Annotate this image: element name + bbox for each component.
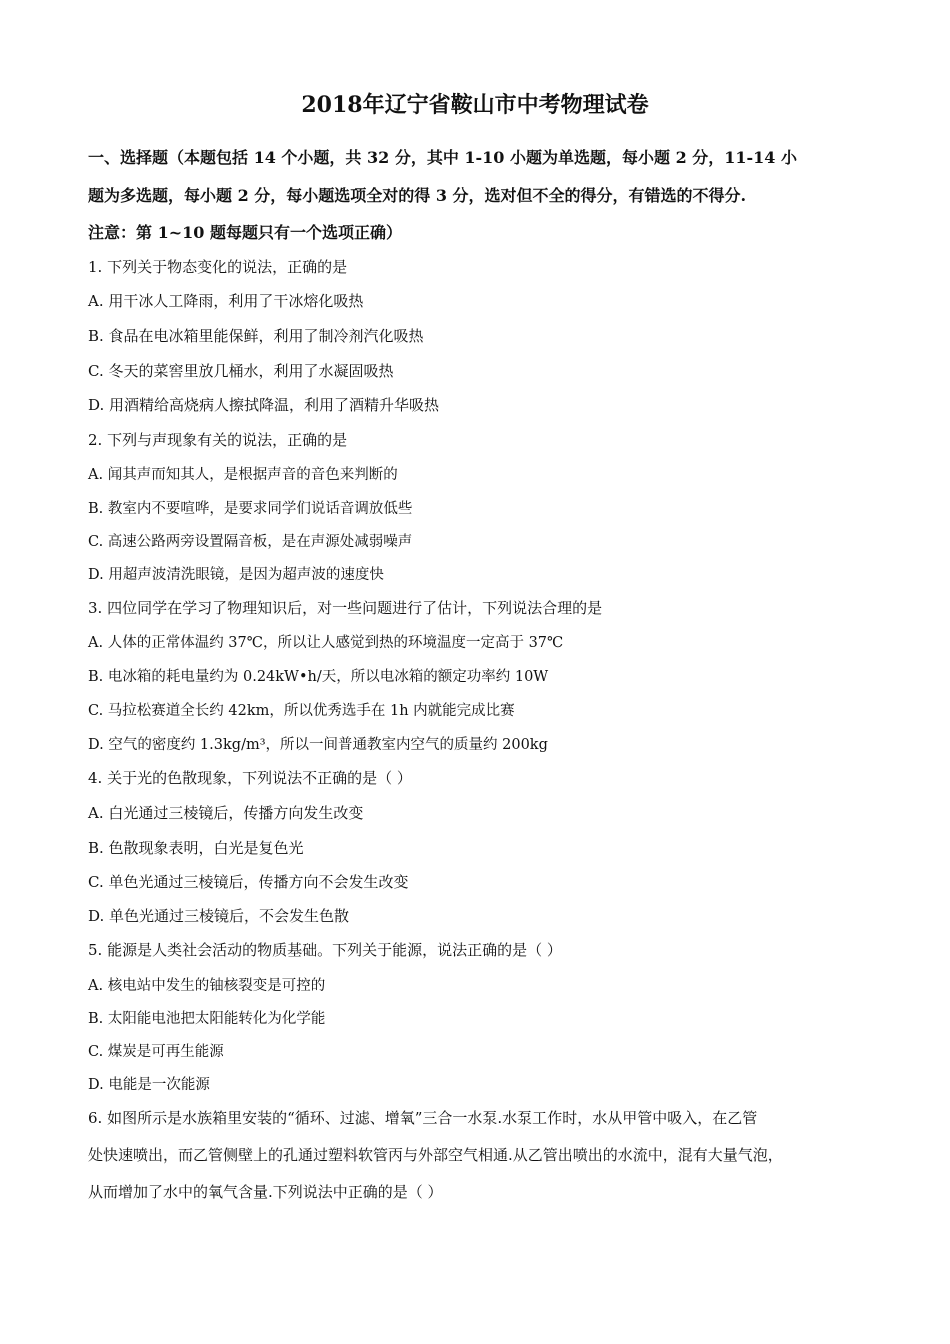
question-2-option-b: B. 教室内不要喧哗，是要求同学们说话音调放低些 [88, 501, 413, 517]
page-title: 2018年辽宁省鞍山市中考物理试卷 [301, 92, 649, 118]
question-5-option-a: A. 核电站中发生的铀核裂变是可控的 [88, 978, 326, 994]
question-4-option-a: A. 白光通过三棱镜后，传播方向发生改变 [88, 804, 364, 822]
question-3-option-b: B. 电冰箱的耗电量约为 0.24kW•h/天，所以电冰箱的额定功率约 10W [88, 669, 549, 685]
question-1-option-b: B. 食品在电冰箱里能保鲜，利用了制冷剂汽化吸热 [88, 327, 424, 345]
question-1-option-a: A. 用干冰人工降雨，利用了干冰熔化吸热 [88, 292, 364, 310]
question-6-stem-line-3: 从而增加了水中的氧气含量.下列说法中正确的是（ ） [88, 1183, 443, 1201]
question-1-option-c: C. 冬天的菜窖里放几桶水，利用了水凝固吸热 [88, 362, 394, 380]
question-1-option-d: D. 用酒精给高烧病人擦拭降温，利用了酒精升华吸热 [88, 396, 440, 414]
question-4-option-b: B. 色散现象表明，白光是复色光 [88, 839, 304, 857]
question-5-option-c: C. 煤炭是可再生能源 [88, 1044, 224, 1060]
question-5-stem: 5. 能源是人类社会活动的物质基础。下列关于能源，说法正确的是（ ） [88, 941, 562, 959]
question-5-option-d: D. 电能是一次能源 [88, 1077, 210, 1093]
question-4-stem: 4. 关于光的色散现象，下列说法不正确的是（ ） [88, 769, 412, 787]
question-6-stem-line-2: 处快速喷出，而乙管侧壁上的孔通过塑料软管丙与外部空气相通.从乙管出喷出的水流中，混有大量气泡， [88, 1146, 783, 1164]
question-3-option-d: D. 空气的密度约 1.3kg/m³，所以一间普通教室内空气的质量约 200kg [88, 737, 548, 753]
section-instructions-line-3: 注意：第 1~10 题每题只有一个选项正确） [88, 223, 402, 242]
question-2-stem: 2. 下列与声现象有关的说法，正确的是 [88, 431, 348, 449]
question-6-stem-line-1: 6. 如图所示是水族箱里安装的“循环、过滤、增氧”三合一水泵.水泵工作时，水从甲管中吸入，在乙管 [88, 1109, 758, 1127]
question-2-option-d: D. 用超声波清洗眼镜，是因为超声波的速度快 [88, 567, 384, 583]
question-3-option-a: A. 人体的正常体温约 37℃，所以让人感觉到热的环境温度一定高于 37℃ [88, 635, 564, 651]
question-4-option-c: C. 单色光通过三棱镜后，传播方向不会发生改变 [88, 873, 409, 891]
question-2-option-c: C. 高速公路两旁设置隔音板，是在声源处减弱噪声 [88, 534, 413, 550]
question-3-option-c: C. 马拉松赛道全长约 42km，所以优秀选手在 1h 内就能完成比赛 [88, 703, 515, 719]
question-2-option-a: A. 闻其声而知其人，是根据声音的音色来判断的 [88, 467, 398, 483]
question-5-option-b: B. 太阳能电池把太阳能转化为化学能 [88, 1011, 326, 1027]
question-1-stem: 1. 下列关于物态变化的说法，正确的是 [88, 258, 348, 276]
section-instructions-line-1: 一、选择题（本题包括 14 个小题，共 32 分，其中 1-10 小题为单选题，每小题 2 分，11-14 小 [88, 148, 798, 167]
question-4-option-d: D. 单色光通过三棱镜后，不会发生色散 [88, 907, 350, 925]
question-3-stem: 3. 四位同学在学习了物理知识后，对一些问题进行了估计，下列说法合理的是 [88, 599, 603, 617]
section-instructions-line-2: 题为多选题，每小题 2 分，每小题选项全对的得 3 分，选对但不全的得分，有错选的不得分. [88, 186, 747, 205]
